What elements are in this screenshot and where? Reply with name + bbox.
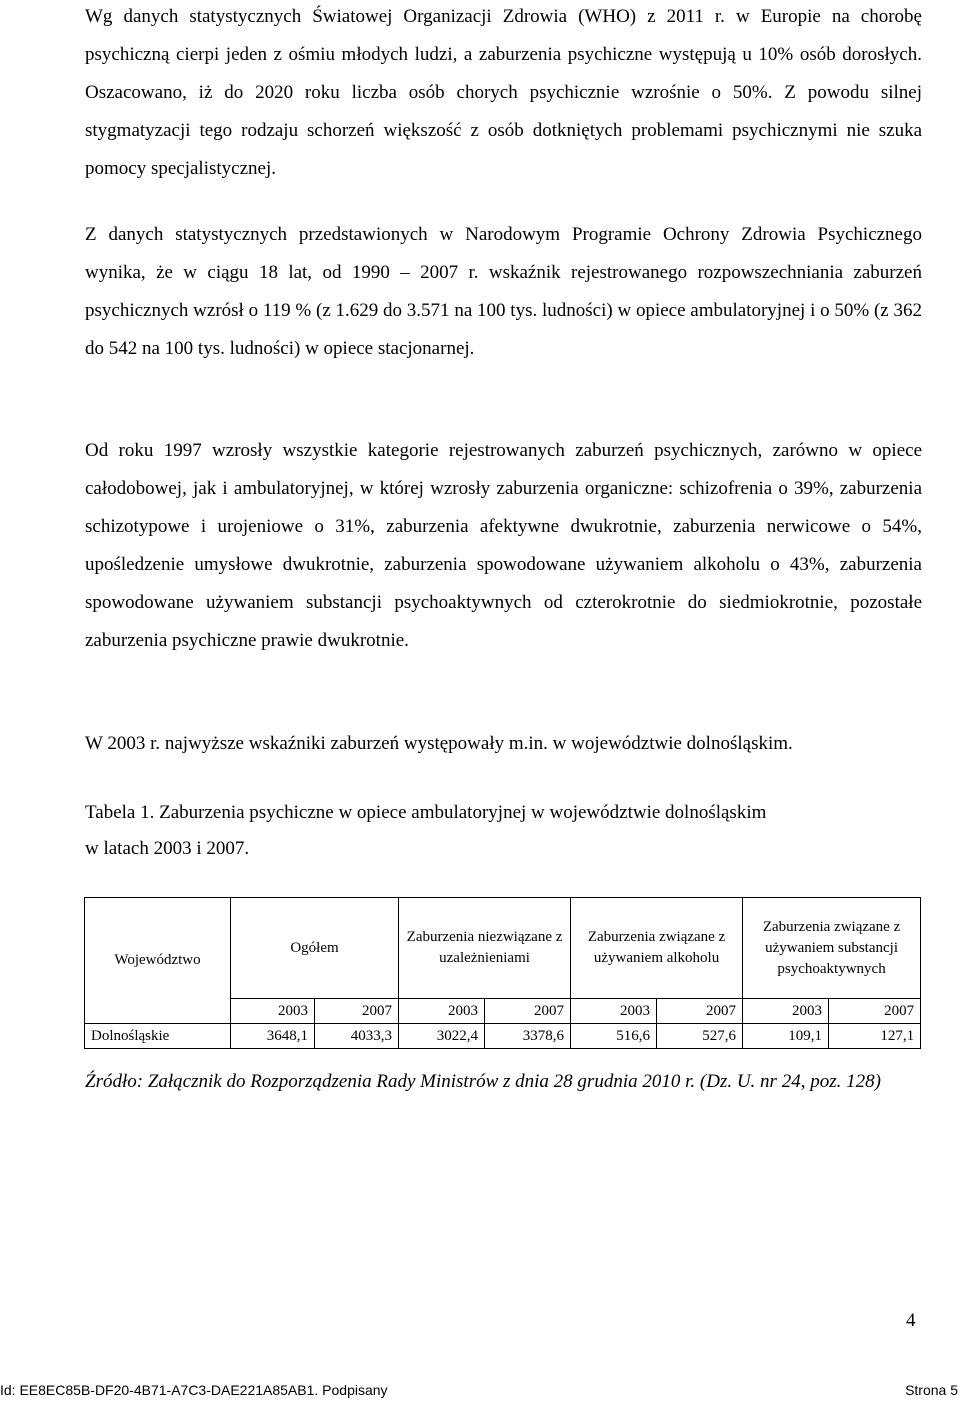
footer-page-label: Strona 5 xyxy=(905,1382,958,1398)
header-total: Ogółem xyxy=(231,898,399,999)
page-number: 4 xyxy=(906,1310,916,1331)
paragraph-categories-growth: Od roku 1997 wzrosły wszystkie kategorie rejestrowanych zaburzeń psychicznych, zarówno w opiece całodobowej, jak i ambulatoryjnej, w której wzrosły zaburzenia organiczne: schizofrenia o 39%, zaburzenia schizotypowe i urojeniowe o 31%, zaburzenia afektywne dwukrotnie, zaburzenia nerwicowe o 54%, upośledzenie umysłowe dwukrotnie, zaburzenia spowodowane używaniem alkoholu o 43%, zaburzenia spowodowane używaniem substancji psychoaktywnych od czterokrotnie do siedmiokrotnie, pozostałe zaburzenia psychiczne prawie dwukrotnie. xyxy=(85,440,922,651)
table-row xyxy=(85,1024,921,1049)
header-region: Województwo xyxy=(85,898,231,1024)
value-cell: 4033,3 xyxy=(315,1024,399,1049)
year-cell: 2007 xyxy=(657,999,743,1024)
paragraph-lower-silesia: W 2003 r. najwyższe wskaźniki zaburzeń występowały m.in. w województwie dolnośląskim. xyxy=(85,733,793,754)
table-caption xyxy=(85,795,922,867)
table-header-row xyxy=(85,898,921,999)
source-note: Źródło: Załącznik do Rozporządzenia Rady Ministrów z dnia 28 grudnia 2010 r. (Dz. U. nr 24, poz. 128) xyxy=(85,1071,881,1092)
value-cell: 109,1 xyxy=(743,1024,829,1049)
year-cell: 2007 xyxy=(829,999,921,1024)
year-cell: 2007 xyxy=(485,999,571,1024)
paragraph-national-program: Z danych statystycznych przedstawionych w Narodowym Programie Ochrony Zdrowia Psychicznego wynika, że w ciągu 18 lat, od 1990 – 2007 r. wskaźnik rejestrowanego rozpowszechniania zaburzeń psychicznych wzrósł o 119 % (z 1.629 do 3.571 na 100 tys. ludności) w opiece ambulatoryjnej i o 50% (z 362 do 542 na 100 tys. ludności) w opiece stacjonarnej. xyxy=(85,224,922,359)
year-cell: 2003 xyxy=(231,999,315,1024)
year-cell: 2007 xyxy=(315,999,399,1024)
value-cell: 3648,1 xyxy=(231,1024,315,1049)
value-cell: 127,1 xyxy=(829,1024,921,1049)
footer-document-id: Id: EE8EC85B-DF20-4B71-A7C3-DAE221A85AB1. Podpisany xyxy=(0,1382,388,1398)
row-region: Dolnośląskie xyxy=(85,1024,231,1049)
value-cell: 516,6 xyxy=(571,1024,657,1049)
header-psychoactive: Zaburzenia związane z używaniem substancji psychoaktywnych xyxy=(743,898,921,999)
year-cell: 2003 xyxy=(571,999,657,1024)
year-cell: 2003 xyxy=(743,999,829,1024)
paragraph-who-statistics: Wg danych statystycznych Światowej Organizacji Zdrowia (WHO) z 2011 r. w Europie na chorobę psychiczną cierpi jeden z ośmiu młodych ludzi, a zaburzenia psychiczne występują u 10% osób dorosłych. Oszacowano, iż do 2020 roku liczba osób chorych psychicznie wzrośnie o 50%. Z powodu silnej stygmatyzacji tego rodzaju schorzeń większość z osób dotkniętych problemami psychicznymi nie szuka pomocy specjalistycznej. xyxy=(85,6,922,179)
year-cell: 2003 xyxy=(399,999,485,1024)
value-cell: 3378,6 xyxy=(485,1024,571,1049)
value-cell: 3022,4 xyxy=(399,1024,485,1049)
header-non-addiction: Zaburzenia niezwiązane z uzależnieniami xyxy=(399,898,571,999)
header-alcohol: Zaburzenia związane z używaniem alkoholu xyxy=(571,898,743,999)
data-table xyxy=(84,897,921,1049)
value-cell: 527,6 xyxy=(657,1024,743,1049)
table-caption-line-2: w latach 2003 i 2007. xyxy=(85,838,250,859)
table-caption-line-1: Tabela 1. Zaburzenia psychiczne w opiece ambulatoryjnej w województwie dolnośląskim xyxy=(85,802,767,823)
